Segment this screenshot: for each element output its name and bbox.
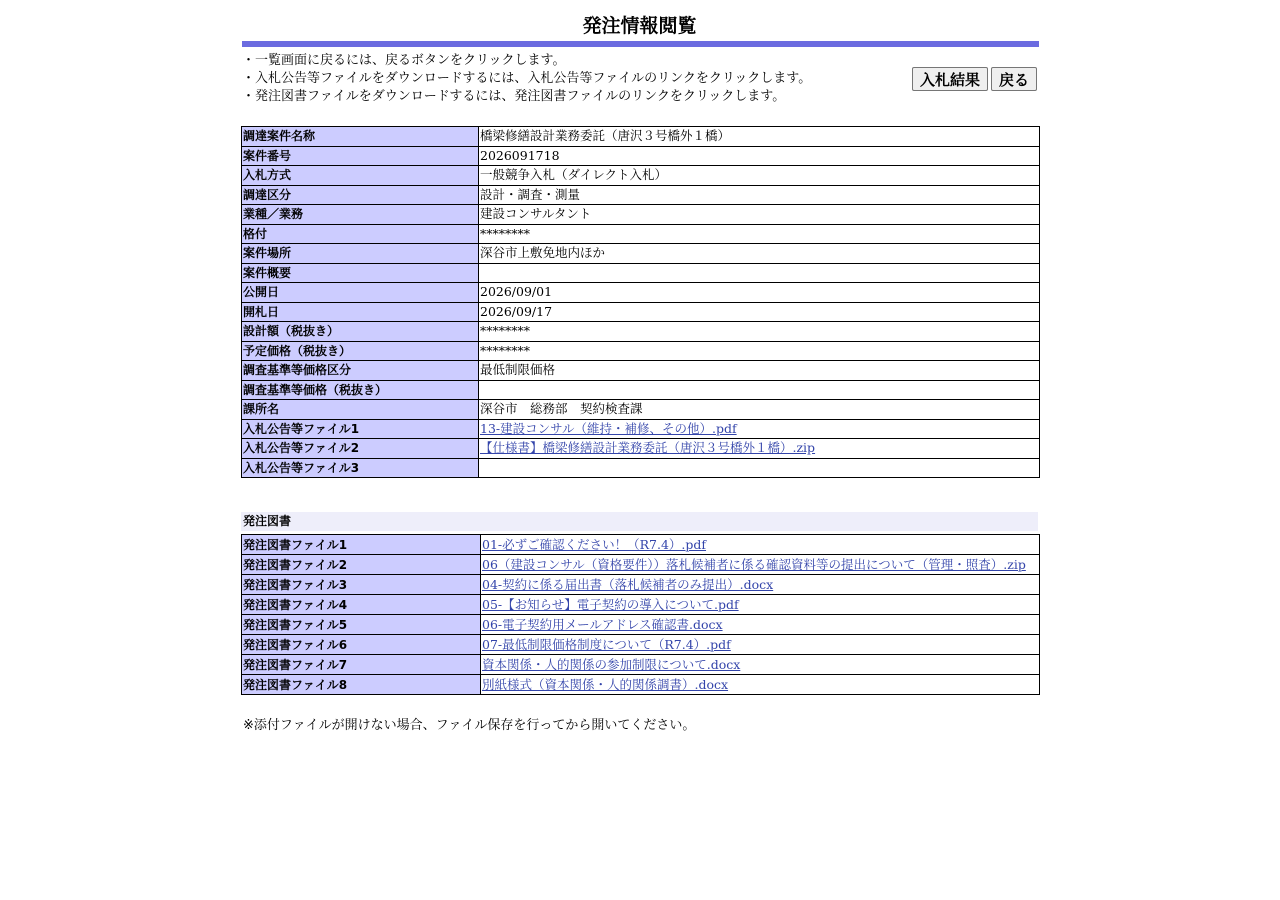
row-value-cell: 最低制限価格 xyxy=(479,361,1040,381)
row-value-cell xyxy=(481,675,1040,695)
detail-row xyxy=(242,185,1040,205)
row-value-cell xyxy=(479,380,1040,400)
instruction-line: ・発注図書ファイルをダウンロードするには、発注図書ファイルのリンクをクリックします。 xyxy=(242,89,786,104)
bid-result-button[interactable]: 入札結果 xyxy=(912,67,988,91)
detail-row xyxy=(242,458,1040,478)
row-label: 調達区分 xyxy=(242,185,479,205)
document-row xyxy=(242,675,1040,695)
file-download-link[interactable]: 【仕様書】橋梁修繕設計業務委託（唐沢３号橋外１橋）.zip xyxy=(480,440,816,456)
row-value-cell: ******** xyxy=(479,341,1040,361)
detail-row xyxy=(242,205,1040,225)
document-row xyxy=(242,535,1040,555)
file-download-link[interactable]: 資本関係・人的関係の参加制限について.docx xyxy=(482,656,741,672)
row-value-cell xyxy=(479,419,1040,439)
row-label: 設計額（税抜き） xyxy=(242,322,479,342)
file-download-link[interactable]: 13-建設コンサル（維持・補修、その他）.pdf xyxy=(480,420,737,436)
document-row xyxy=(242,615,1040,635)
row-value-cell: 建設コンサルタント xyxy=(479,205,1040,225)
row-label: 発注図書ファイル7 xyxy=(242,655,481,675)
row-value-cell: 設計・調査・測量 xyxy=(479,185,1040,205)
row-value-cell xyxy=(479,263,1040,283)
page-title: 発注情報閲覧 xyxy=(582,15,697,37)
row-label: 開札日 xyxy=(242,302,479,322)
row-label: 課所名 xyxy=(242,400,479,420)
row-label: 案件概要 xyxy=(242,263,479,283)
detail-row xyxy=(242,224,1040,244)
document-row xyxy=(242,635,1040,655)
row-label: 入札方式 xyxy=(242,166,479,186)
footer-note: ※添付ファイルが開けない場合、ファイル保存を行ってから開いてください。 xyxy=(243,718,696,733)
row-label: 発注図書ファイル5 xyxy=(242,615,481,635)
row-value-cell: 2026/09/17 xyxy=(479,302,1040,322)
file-download-link[interactable]: 別紙様式（資本関係・人的関係調書）.docx xyxy=(482,676,729,692)
row-value-cell: ******** xyxy=(479,322,1040,342)
file-download-link[interactable]: 01-必ずご確認ください！（R7.4）.pdf xyxy=(482,536,707,552)
row-value-cell xyxy=(481,655,1040,675)
row-label: 案件番号 xyxy=(242,146,479,166)
document-row xyxy=(242,655,1040,675)
detail-row xyxy=(242,322,1040,342)
detail-row xyxy=(242,146,1040,166)
row-label: 調査基準等価格（税抜き） xyxy=(242,380,479,400)
row-label: 予定価格（税抜き） xyxy=(242,341,479,361)
row-value-cell xyxy=(481,575,1040,595)
row-value-cell: ******** xyxy=(479,224,1040,244)
row-value-cell: 2026091718 xyxy=(479,146,1040,166)
row-value-cell xyxy=(481,615,1040,635)
instructions xyxy=(242,52,902,106)
row-value-cell xyxy=(481,555,1040,575)
detail-row xyxy=(242,244,1040,264)
row-label: 調査基準等価格区分 xyxy=(242,361,479,381)
detail-row xyxy=(242,263,1040,283)
row-value-cell: 橋梁修繕設計業務委託（唐沢３号橋外１橋） xyxy=(479,127,1040,147)
file-download-link[interactable]: 06（建設コンサル（資格要件））落札候補者に係る確認資料等の提出について（管理・照査）.zip xyxy=(482,556,1026,572)
documents-table xyxy=(241,534,1040,695)
row-label: 入札公告等ファイル1 xyxy=(242,419,479,439)
instruction-line: ・入札公告等ファイルをダウンロードするには、入札公告等ファイルのリンクをクリックします。 xyxy=(242,71,812,86)
document-row xyxy=(242,595,1040,615)
row-label: 発注図書ファイル1 xyxy=(242,535,481,555)
detail-row xyxy=(242,127,1040,147)
row-label: 発注図書ファイル2 xyxy=(242,555,481,575)
row-value-cell xyxy=(481,595,1040,615)
row-value-cell xyxy=(479,458,1040,478)
row-label: 公開日 xyxy=(242,283,479,303)
row-value-cell: 一般競争入札（ダイレクト入札） xyxy=(479,166,1040,186)
detail-row xyxy=(242,419,1040,439)
row-value-cell: 2026/09/01 xyxy=(479,283,1040,303)
row-value-cell: 深谷市上敷免地内ほか xyxy=(479,244,1040,264)
back-button[interactable]: 戻る xyxy=(991,67,1037,91)
title-divider xyxy=(242,41,1039,47)
detail-row xyxy=(242,361,1040,381)
row-label: 発注図書ファイル6 xyxy=(242,635,481,655)
row-label: 格付 xyxy=(242,224,479,244)
detail-row xyxy=(242,400,1040,420)
detail-row xyxy=(242,283,1040,303)
row-label: 調達案件名称 xyxy=(242,127,479,147)
detail-row xyxy=(242,380,1040,400)
procurement-details-table xyxy=(241,126,1040,478)
row-label: 業種／業務 xyxy=(242,205,479,225)
detail-row xyxy=(242,302,1040,322)
row-label: 入札公告等ファイル3 xyxy=(242,458,479,478)
detail-row xyxy=(242,439,1040,459)
row-label: 案件場所 xyxy=(242,244,479,264)
file-download-link[interactable]: 04-契約に係る届出書（落札候補者のみ提出）.docx xyxy=(482,576,774,592)
document-row xyxy=(242,555,1040,575)
file-download-link[interactable]: 07-最低制限価格制度について（R7.4）.pdf xyxy=(482,636,731,652)
row-value-cell: 深谷市 総務部 契約検査課 xyxy=(479,400,1040,420)
row-label: 発注図書ファイル8 xyxy=(242,675,481,695)
detail-row xyxy=(242,166,1040,186)
row-value-cell xyxy=(481,535,1040,555)
file-download-link[interactable]: 05-【お知らせ】電子契約の導入について.pdf xyxy=(482,596,739,612)
instruction-line: ・一覧画面に戻るには、戻るボタンをクリックします。 xyxy=(242,53,566,68)
detail-row xyxy=(242,341,1040,361)
row-label: 入札公告等ファイル2 xyxy=(242,439,479,459)
row-label: 発注図書ファイル4 xyxy=(242,595,481,615)
file-download-link[interactable]: 06-電子契約用メールアドレス確認書.docx xyxy=(482,616,723,632)
row-value-cell xyxy=(481,635,1040,655)
documents-heading: 発注図書 xyxy=(241,512,1038,531)
row-label: 発注図書ファイル3 xyxy=(242,575,481,595)
row-value-cell xyxy=(479,439,1040,459)
document-row xyxy=(242,575,1040,595)
